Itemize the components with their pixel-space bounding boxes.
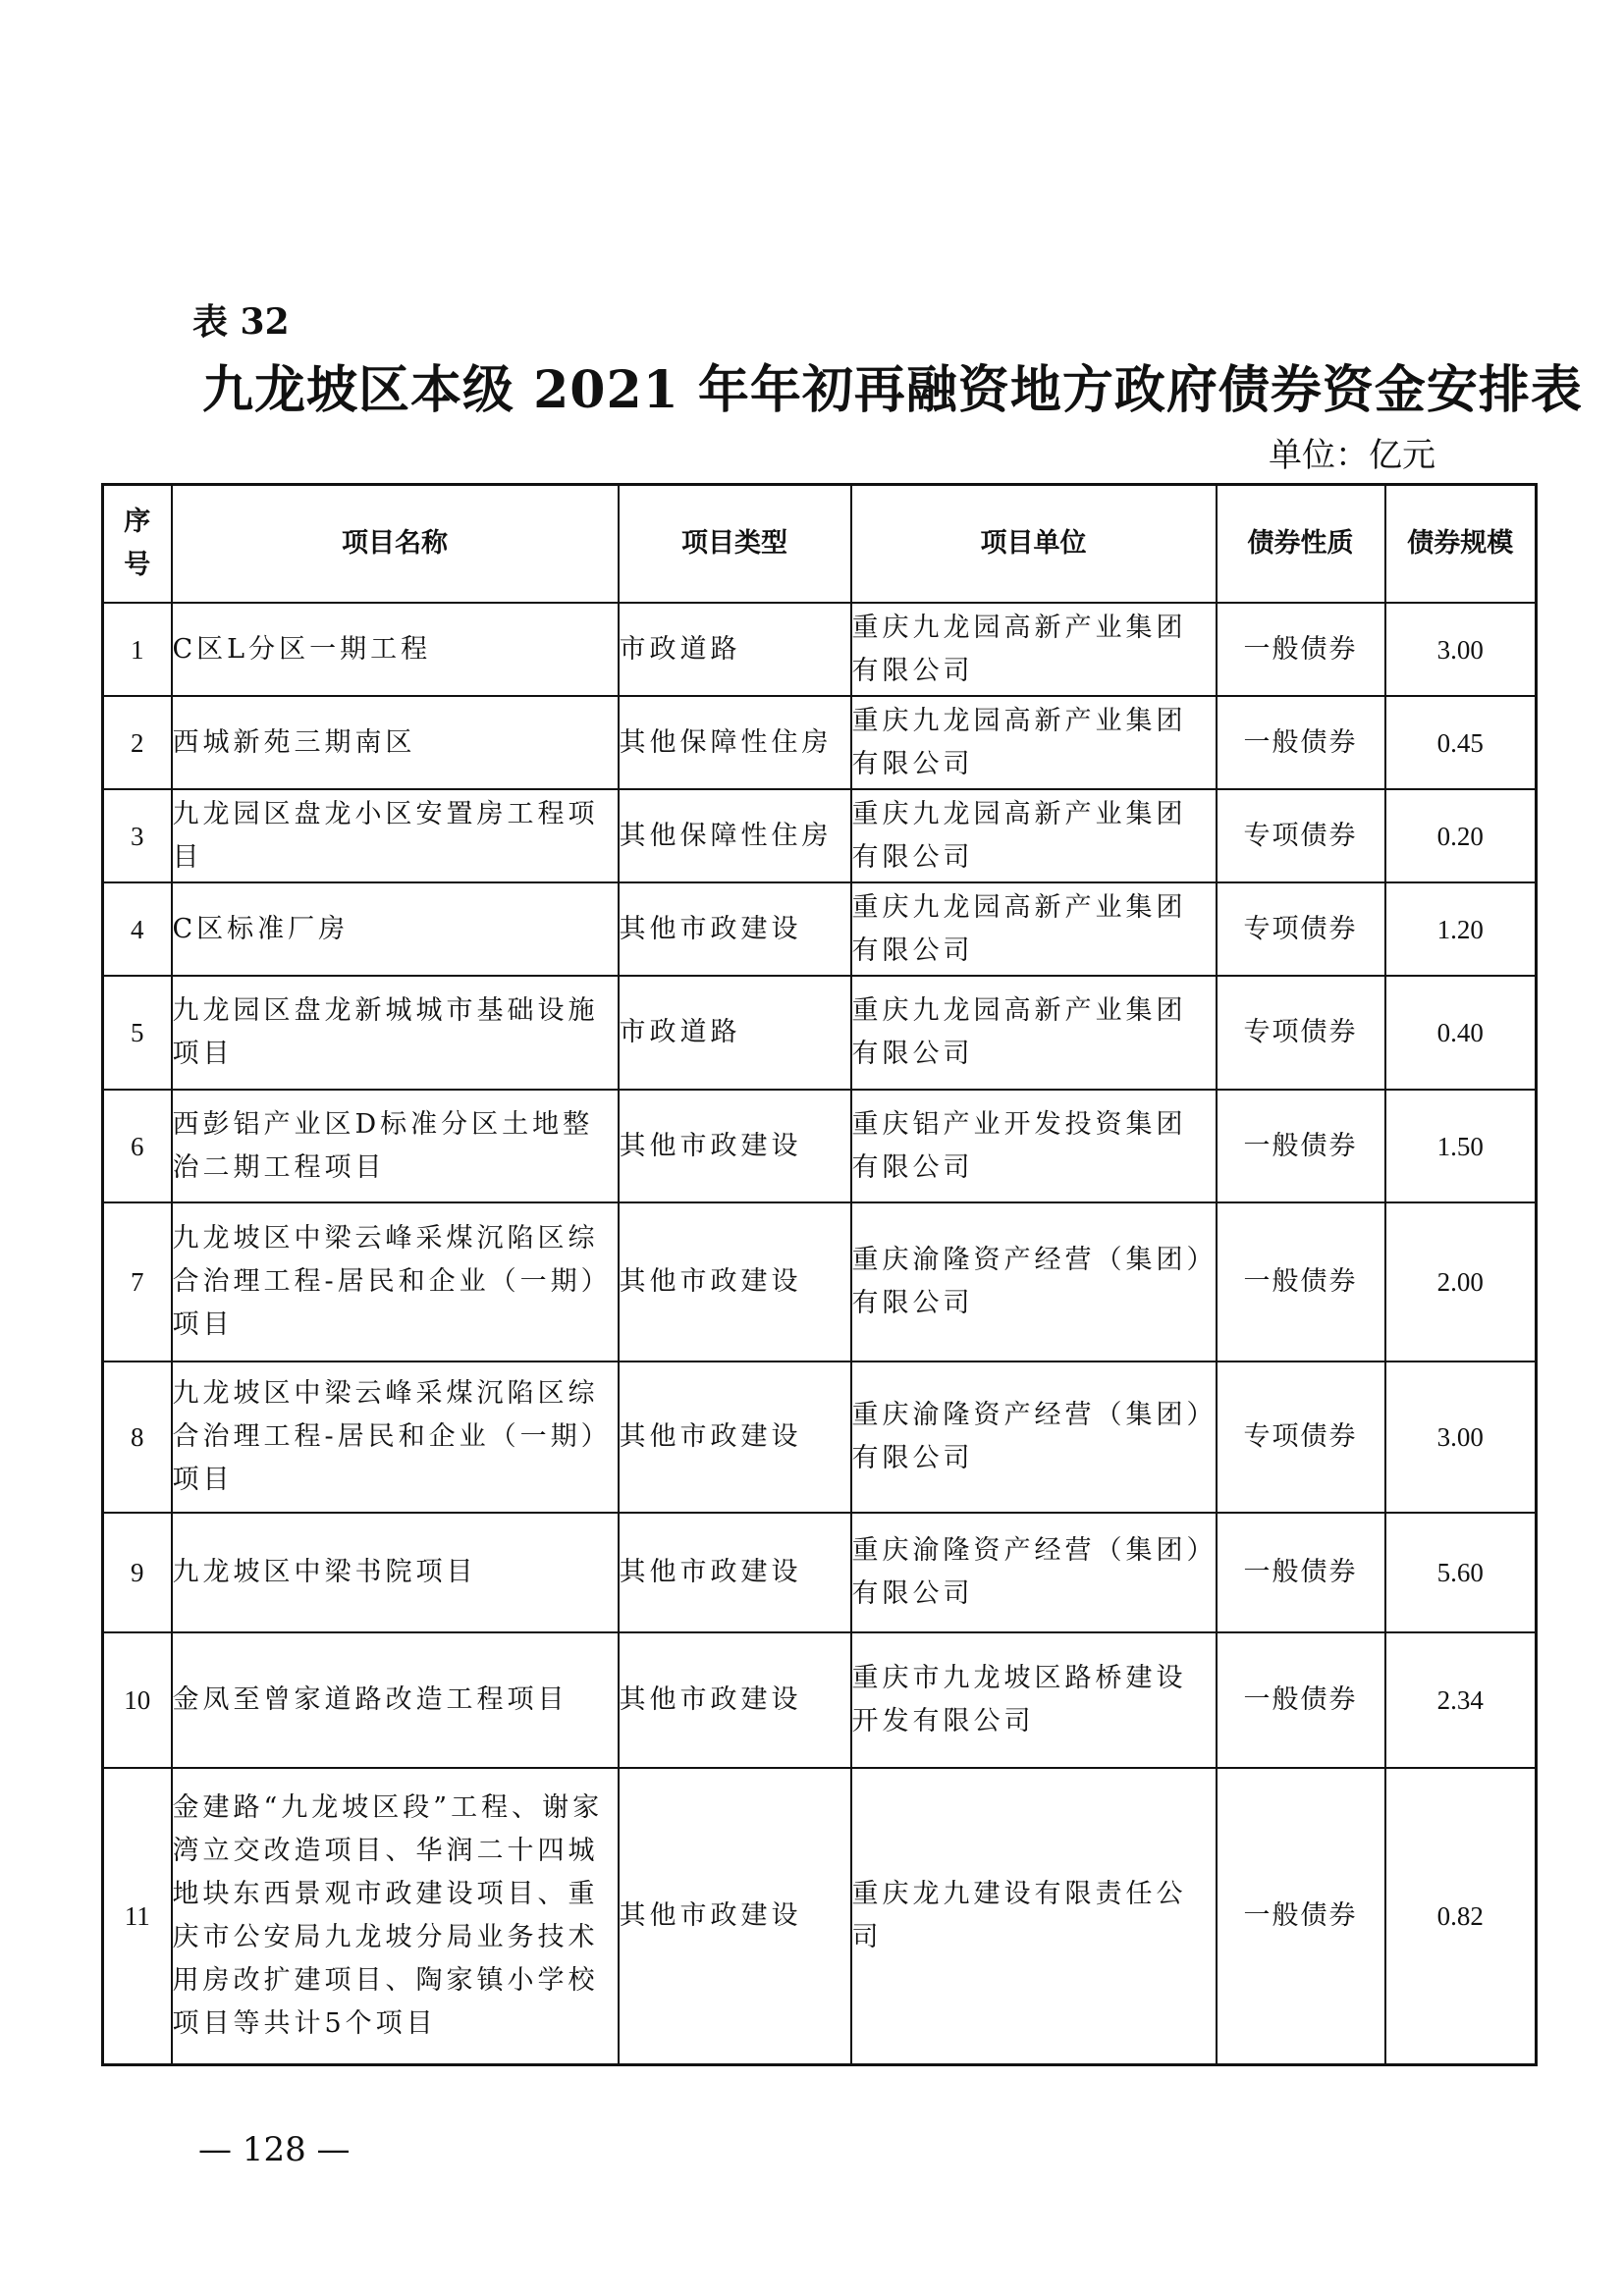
row-project-unit: 重庆市九龙坡区路桥建设开发有限公司 (851, 1632, 1217, 1768)
row-bond-nature: 一般债券 (1217, 696, 1385, 789)
row-project-unit: 重庆渝隆资产经营（集团）有限公司 (851, 1202, 1217, 1362)
header-no-line2: 号 (124, 550, 151, 580)
unit-note: 单位：亿元 (1269, 436, 1435, 475)
header-no (103, 485, 172, 604)
row-project-unit: 重庆九龙园高新产业集团有限公司 (851, 976, 1217, 1090)
row-project-type: 其他市政建设 (619, 1513, 851, 1632)
row-bond-nature: 一般债券 (1217, 603, 1385, 696)
row-bond-amount: 0.20 (1385, 789, 1537, 882)
row-project-type: 市政道路 (619, 603, 851, 696)
table-row (103, 1632, 1537, 1768)
row-project-type: 市政道路 (619, 976, 851, 1090)
row-project-unit: 重庆九龙园高新产业集团有限公司 (851, 603, 1217, 696)
row-project-name: 九龙坡区中梁云峰采煤沉陷区综合治理工程-居民和企业（一期）项目 (172, 1202, 619, 1362)
row-project-type: 其他市政建设 (619, 1202, 851, 1362)
row-project-name: 西城新苑三期南区 (172, 696, 619, 789)
row-project-name: 九龙园区盘龙新城城市基础设施项目 (172, 976, 619, 1090)
row-bond-amount: 1.20 (1385, 882, 1537, 976)
row-project-name: 西彭铝产业区D标准分区土地整治二期工程项目 (172, 1090, 619, 1202)
row-project-type: 其他保障性住房 (619, 696, 851, 789)
bond-allocation-table (101, 483, 1538, 2066)
row-bond-nature: 专项债券 (1217, 789, 1385, 882)
table-row (103, 696, 1537, 789)
row-bond-nature: 一般债券 (1217, 1632, 1385, 1768)
row-bond-nature: 一般债券 (1217, 1768, 1385, 2064)
row-project-type: 其他市政建设 (619, 882, 851, 976)
row-bond-nature: 一般债券 (1217, 1202, 1385, 1362)
row-project-name: 金凤至曾家道路改造工程项目 (172, 1632, 619, 1768)
row-project-name: 九龙坡区中梁云峰采煤沉陷区综合治理工程-居民和企业（一期）项目 (172, 1362, 619, 1513)
row-bond-amount: 0.45 (1385, 696, 1537, 789)
row-project-unit: 重庆铝产业开发投资集团有限公司 (851, 1090, 1217, 1202)
row-bond-amount: 2.00 (1385, 1202, 1537, 1362)
row-no: 3 (103, 789, 172, 882)
row-bond-amount: 2.34 (1385, 1632, 1537, 1768)
row-bond-nature: 专项债券 (1217, 1362, 1385, 1513)
header-project-type: 项目类型 (619, 485, 851, 604)
table-row (103, 1768, 1537, 2064)
row-project-unit: 重庆九龙园高新产业集团有限公司 (851, 882, 1217, 976)
row-project-type: 其他市政建设 (619, 1090, 851, 1202)
row-no: 4 (103, 882, 172, 976)
row-no: 9 (103, 1513, 172, 1632)
header-no-line1: 序 (124, 507, 151, 537)
row-project-unit: 重庆渝隆资产经营（集团）有限公司 (851, 1362, 1217, 1513)
row-bond-amount: 5.60 (1385, 1513, 1537, 1632)
header-project-name: 项目名称 (172, 485, 619, 604)
row-project-unit: 重庆渝隆资产经营（集团）有限公司 (851, 1513, 1217, 1632)
table-row (103, 1362, 1537, 1513)
row-project-name: 金建路“九龙坡区段”工程、谢家湾立交改造项目、华润二十四城地块东西景观市政建设项目、重庆市公安局九龙坡分局业务技术用房改扩建项目、陶家镇小学校项目等共计5个项目 (172, 1768, 619, 2064)
table-row (103, 603, 1537, 696)
row-no: 6 (103, 1090, 172, 1202)
row-no: 10 (103, 1632, 172, 1768)
row-bond-nature: 专项债券 (1217, 882, 1385, 976)
row-project-type: 其他保障性住房 (619, 789, 851, 882)
table-row (103, 882, 1537, 976)
row-project-unit: 重庆龙九建设有限责任公司 (851, 1768, 1217, 2064)
page-number: — 128 — (198, 2130, 351, 2169)
row-project-type: 其他市政建设 (619, 1362, 851, 1513)
table-row (103, 1090, 1537, 1202)
row-no: 8 (103, 1362, 172, 1513)
row-project-name: 九龙坡区中梁书院项目 (172, 1513, 619, 1632)
row-no: 11 (103, 1768, 172, 2064)
row-project-unit: 重庆九龙园高新产业集团有限公司 (851, 789, 1217, 882)
table-label: 表 32 (192, 301, 290, 343)
row-project-unit: 重庆九龙园高新产业集团有限公司 (851, 696, 1217, 789)
row-bond-nature: 专项债券 (1217, 976, 1385, 1090)
row-bond-amount: 3.00 (1385, 603, 1537, 696)
row-project-name: 九龙园区盘龙小区安置房工程项目 (172, 789, 619, 882)
row-bond-nature: 一般债券 (1217, 1090, 1385, 1202)
row-bond-amount: 0.40 (1385, 976, 1537, 1090)
row-no: 1 (103, 603, 172, 696)
row-no: 7 (103, 1202, 172, 1362)
row-bond-amount: 1.50 (1385, 1090, 1537, 1202)
row-project-type: 其他市政建设 (619, 1632, 851, 1768)
row-bond-nature: 一般债券 (1217, 1513, 1385, 1632)
row-project-name: C区L分区一期工程 (172, 603, 619, 696)
row-bond-amount: 3.00 (1385, 1362, 1537, 1513)
row-project-type: 其他市政建设 (619, 1768, 851, 2064)
table-header-row (103, 485, 1537, 604)
header-project-unit: 项目单位 (851, 485, 1217, 604)
header-bond-amount: 债券规模 (1385, 485, 1537, 604)
table-row (103, 789, 1537, 882)
table-row (103, 976, 1537, 1090)
row-no: 2 (103, 696, 172, 789)
page-title: 九龙坡区本级 2021 年年初再融资地方政府债券资金安排表 (202, 360, 1583, 420)
row-no: 5 (103, 976, 172, 1090)
row-project-name: C区标准厂房 (172, 882, 619, 976)
header-bond-nature: 债券性质 (1217, 485, 1385, 604)
row-bond-amount: 0.82 (1385, 1768, 1537, 2064)
table-row (103, 1513, 1537, 1632)
table-row (103, 1202, 1537, 1362)
